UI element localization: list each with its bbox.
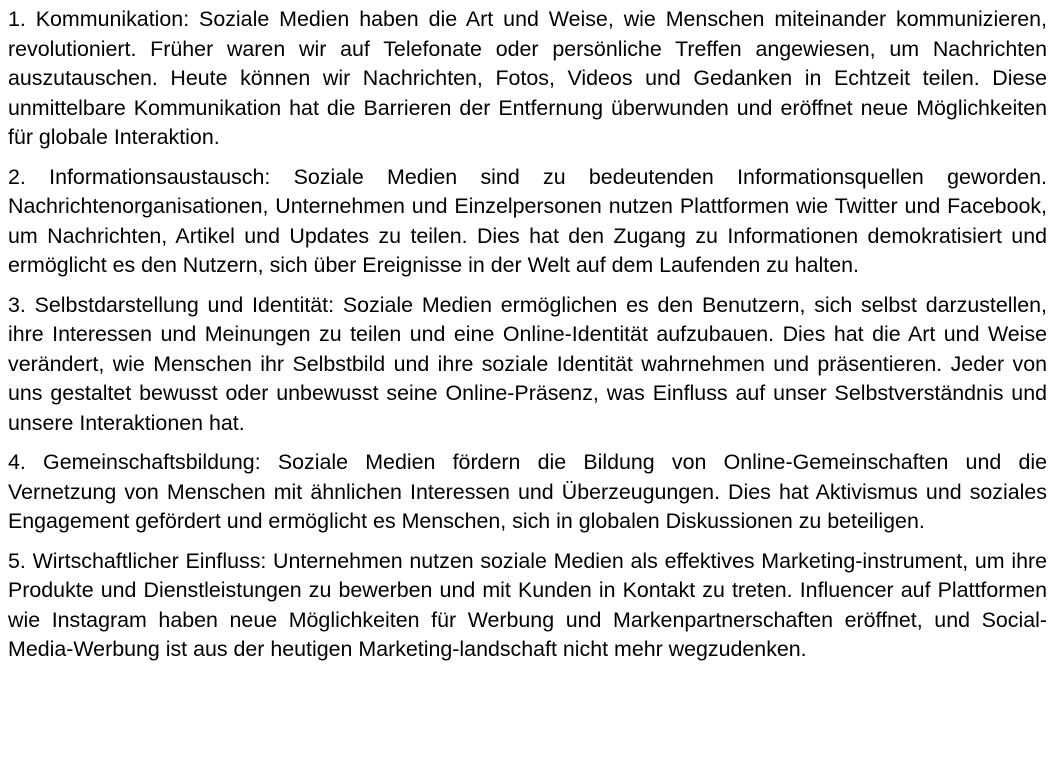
paragraph-gemeinschaftsbildung: 4. Gemeinschaftsbildung: Soziale Medien fördern die Bildung von Online-Gemeinschaften und die Vernetzung von Menschen mit ähnlichen Interessen und Überzeugungen. Dies hat Aktivismus und soziales Engagement gefördert und ermöglicht es Menschen, sich in globalen Diskussionen zu beteiligen. <box>8 450 1047 533</box>
paragraph-informationsaustausch: 2. Informationsaustausch: Soziale Medien sind zu bedeutenden Informationsquellen geworden. Nachrichtenorganisationen, Unternehmen und Einzelpersonen nutzen Plattformen wie Twitter und Facebook, um Nachrichten, Artikel und Updates zu teilen. Dies hat den Zugang zu Informationen demokratisiert und ermöglicht es den Nutzern, sich über Ereignisse in der Welt auf dem Laufenden zu halten. <box>8 164 1047 277</box>
paragraph-wirtschaftlicher-einfluss: 5. Wirtschaftlicher Einfluss: Unternehmen nutzen soziale Medien als effektives Marketing-instrument, um ihre Produkte und Dienstleistungen zu bewerben und mit Kunden in Kontakt zu treten. Influencer auf Plattformen wie Instagram haben neue Möglichkeiten für Werbung und Markenpartnerschaften eröffnet, und Social-Media-Werbung ist aus der heutigen Marketing-landschaft nicht mehr wegzudenken. <box>8 548 1047 661</box>
paragraph-kommunikation: 1. Kommunikation: Soziale Medien haben die Art und Weise, wie Menschen miteinander kommunizieren, revolutioniert. Früher waren wir auf Telefonate oder persönliche Treffen angewiesen, um Nachrichten auszutauschen. Heute können wir Nachrichten, Fotos, Videos und Gedanken in Echtzeit teilen. Diese unmittelbare Kommunikation hat die Barrieren der Entfernung überwunden und eröffnet neue Möglichkeiten für globale Interaktion. <box>8 7 1047 149</box>
paragraph-selbstdarstellung: 3. Selbstdarstellung und Identität: Soziale Medien ermöglichen es den Benutzern, sich selbst darzustellen, ihre Interessen und Meinungen zu teilen und eine Online-Identität aufzubauen. Dies hat die Art und Weise verändert, wie Menschen ihr Selbstbild und ihre soziale Identität wahrnehmen und präsentieren. Jeder von uns gestaltet bewusst oder unbewusst seine Online-Präsenz, was Einfluss auf unser Selbstverständnis und unsere Interaktionen hat. <box>8 292 1047 435</box>
document-body <box>8 5 1047 675</box>
